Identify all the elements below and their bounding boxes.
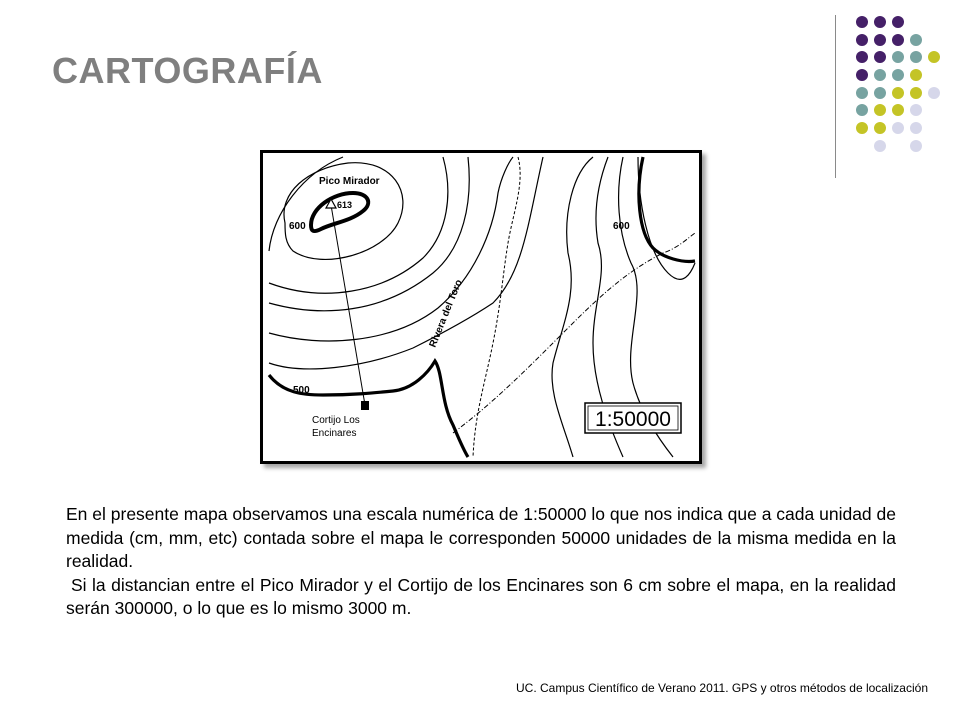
peak-contour xyxy=(311,193,368,231)
contour-line xyxy=(269,157,543,369)
dot xyxy=(856,122,868,134)
contour-600-left-label: 600 xyxy=(289,221,306,232)
dot xyxy=(928,87,940,99)
contour-600-right-line xyxy=(639,157,695,261)
cortijo-label-line2: Encinares xyxy=(312,428,357,439)
distance-line xyxy=(331,205,365,405)
decorative-vertical-line xyxy=(835,15,836,178)
contour-600-right-label: 600 xyxy=(613,221,630,232)
paragraph-2: Si la distancian entre el Pico Mirador y el Cortijo de los Encinares son 6 cm sobre el mapa, en la realidad serán 300000, o lo que es lo mismo 3000 m. xyxy=(66,574,896,618)
dot xyxy=(892,122,904,134)
peak-elevation-label: 613 xyxy=(337,200,353,210)
dot xyxy=(928,51,940,63)
dot xyxy=(892,104,904,116)
contour-500-label: 500 xyxy=(293,385,310,396)
river-label: Rivera del Toro xyxy=(427,278,465,350)
dot xyxy=(892,34,904,46)
map-drawing xyxy=(263,153,699,461)
scale-label: 1:50000 xyxy=(595,408,671,431)
dot xyxy=(856,34,868,46)
dot xyxy=(874,87,886,99)
dot xyxy=(874,51,886,63)
dot xyxy=(910,104,922,116)
dot xyxy=(892,16,904,28)
paragraph-1: En el presente mapa observamos una escala numérica de 1:50000 lo que nos indica que a cada unidad de medida (cm, mm, etc) contada sobre el mapa le corresponden 50000 unidades de la misma medida en la realidad. xyxy=(66,504,896,571)
dot xyxy=(910,34,922,46)
dot xyxy=(874,122,886,134)
cortijo-marker-icon xyxy=(361,401,369,410)
cortijo-label-line1: Cortijo Los xyxy=(312,415,360,426)
dot xyxy=(856,51,868,63)
dot xyxy=(874,16,886,28)
dot xyxy=(874,104,886,116)
dot xyxy=(874,69,886,81)
dot xyxy=(910,87,922,99)
footer-text: UC. Campus Científico de Verano 2011. GPS y otros métodos de localización xyxy=(516,681,928,695)
peak-name-label: Pico Mirador xyxy=(319,176,380,187)
dot xyxy=(892,51,904,63)
slide-title: CARTOGRAFÍA xyxy=(52,50,323,91)
body-text xyxy=(66,503,896,621)
dot xyxy=(856,87,868,99)
dot xyxy=(910,51,922,63)
topographic-map xyxy=(260,150,702,464)
dot xyxy=(892,87,904,99)
dot xyxy=(856,69,868,81)
dot xyxy=(892,69,904,81)
dot xyxy=(874,140,886,152)
dot xyxy=(856,104,868,116)
dot xyxy=(856,16,868,28)
dot xyxy=(910,140,922,152)
dot xyxy=(910,69,922,81)
dot xyxy=(910,122,922,134)
dot xyxy=(874,34,886,46)
